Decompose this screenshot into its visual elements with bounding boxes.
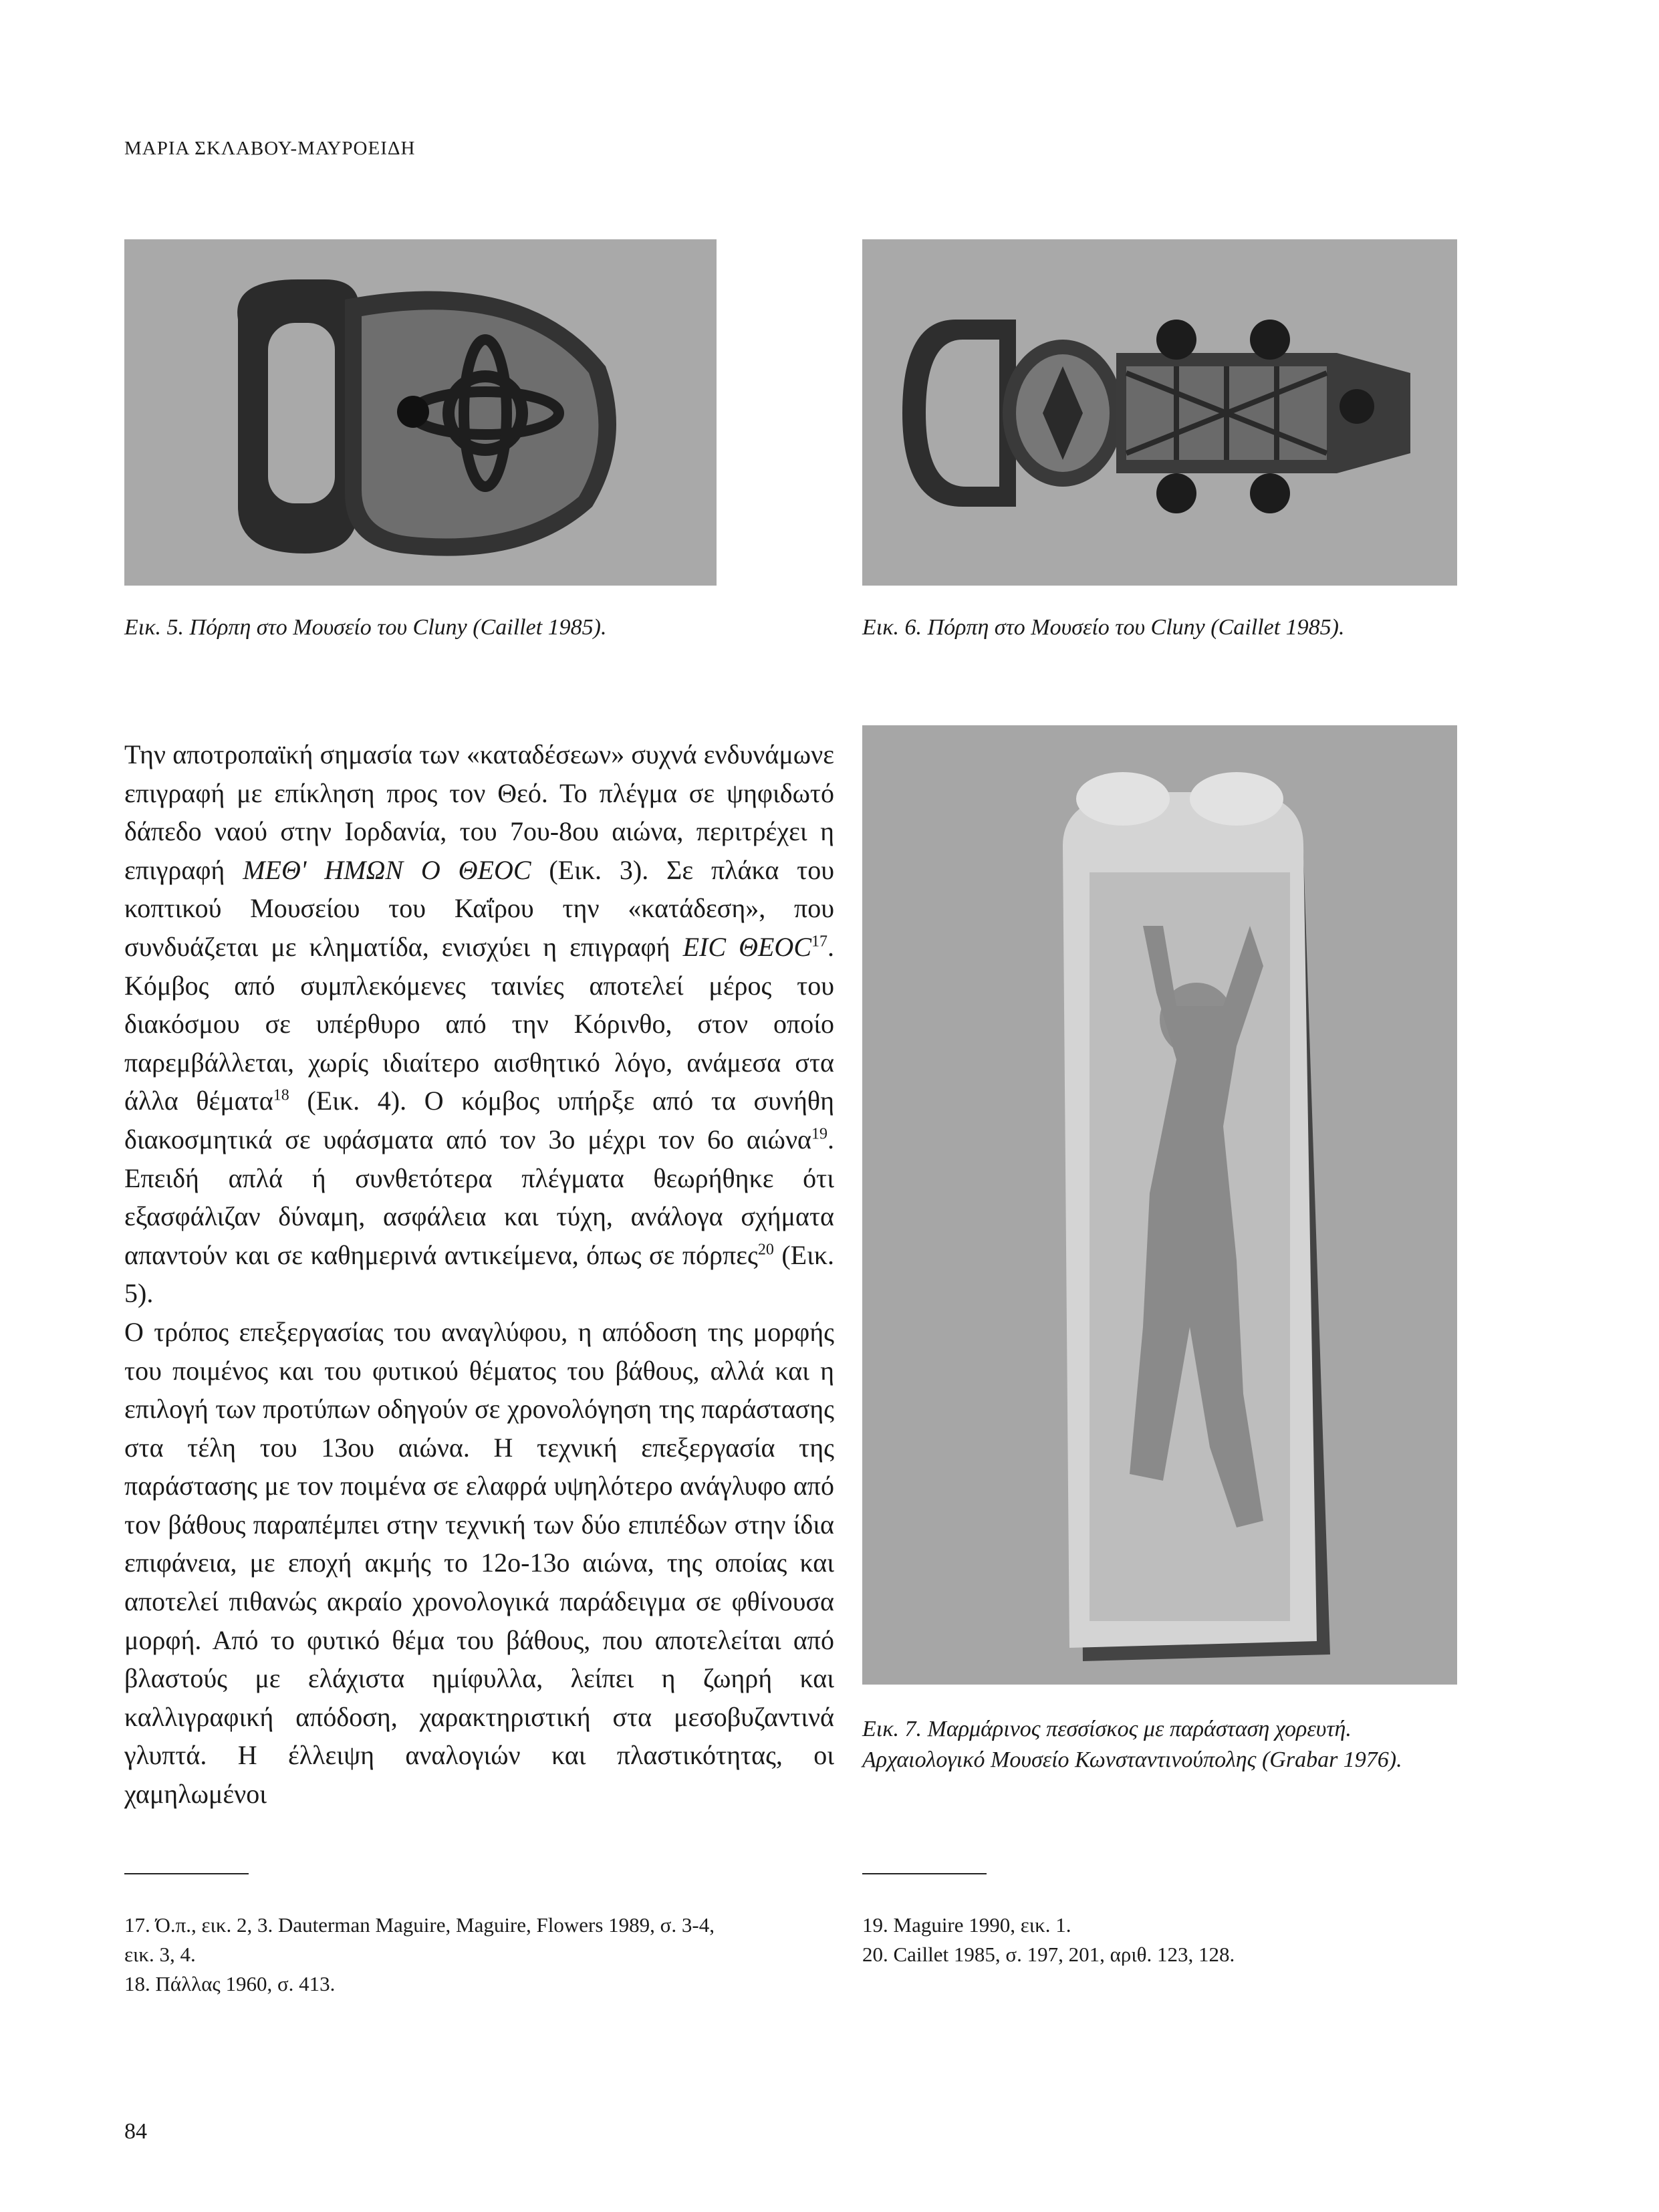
footnote-19: 19. Maguire 1990, εικ. 1.	[862, 1913, 1071, 1937]
figure-5-photo	[124, 239, 717, 586]
footnote-20: 20. Caillet 1985, σ. 197, 201, αριθ. 123, 128.	[862, 1943, 1235, 1966]
buckle-image	[124, 239, 717, 586]
footnote-ref-18[interactable]: 18	[273, 1087, 289, 1105]
paragraph-1: Την αποτροπαϊκή σημασία των «καταδέσεων» συχνά ενδυνάμωνε επιγραφή με επίκληση προς τον Θεό. Το πλέγμα σε ψηφιδωτό δάπεδο ναού στην Ιορδανία, του 7ου-8ου αιώνα, περιτρέχει η επιγραφή ΜΕΘ' ΗΜΩΝ Ο ΘΕΟC (Εικ. 3). Σε πλάκα του κοπτικού Μουσείου του Καΐρου την «κατάδεση», που συνδυάζεται με κληματίδα, ενισχύει η επιγραφή ΕΙC ΘΕΟC$^{17}$. Κόμβος από συμπλεκόμενες ταινίες αποτελεί μέρος του διακόσμου σε υπέρθυρο από την Κόρινθο, στον οποίο παρεμβάλλεται, χωρίς ιδιαίτερο αισθητικό λόγο, ανάμεσα στα άλλα θέματα$^{18}$ (Εικ. 4). Ο κόμβος υπήρξε από τα συνήθη διακοσμητικά σε υφάσματα από τον 3ο μέχρι τον 6ο αιώνα$^{19}$. Επειδή απλά ή συνθετότερα πλέγματα θεωρήθηκε ότι εξασφάλιζαν δύναμη, ασφάλεια και τύχη, ανάλογα σχήματα απαντούν και σε καθημερινά αντικείμενα, όπως σε πόρπες$^{20}$ (Εικ. 5).	[124, 739, 835, 1309]
figure-7-photo	[862, 725, 1457, 1685]
figure-7-caption-line-2: Αρχαιολογικό Μουσείο Κωνσταντινούπολης (Grabar 1976).	[862, 1747, 1402, 1772]
footnote-divider-left	[124, 1873, 249, 1874]
figure-5-caption: Εικ. 5. Πόρπη στο Μουσείο του Cluny (Caillet 1985).	[124, 615, 607, 640]
footnote-18: 18. Πάλλας 1960, σ. 413.	[124, 1972, 336, 1995]
footnote-17: 17. Ό.π., εικ. 2, 3. Dauterman Maguire, Maguire, Flowers 1989, σ. 3-4,	[124, 1913, 715, 1937]
footnotes-left	[124, 1911, 840, 1999]
page-number: 84	[124, 2119, 147, 2144]
footnote-ref-19[interactable]: 19	[811, 1125, 827, 1143]
body-text	[124, 735, 834, 1814]
inscription-eis-theos: ΕΙC ΘΕΟC	[682, 931, 811, 962]
marble-pillar-image	[862, 725, 1457, 1685]
ornate-buckle-image	[862, 239, 1457, 586]
figure-6-caption: Εικ. 6. Πόρπη στο Μουσείο του Cluny (Caillet 1985).	[862, 615, 1345, 640]
footnote-divider-right	[862, 1873, 987, 1874]
footnote-ref-17[interactable]: 17	[811, 933, 827, 951]
figure-7-caption-line-1: Εικ. 7. Μαρμάρινος πεσσίσκος με παράσταση χορευτή.	[862, 1717, 1352, 1741]
running-header: ΜΑΡΙΑ ΣΚΛΑΒΟΥ-ΜΑΥΡΟΕΙΔΗ	[124, 138, 416, 159]
figure-6-photo	[862, 239, 1457, 586]
inscription-meth-imon: ΜΕΘ' ΗΜΩΝ Ο ΘΕΟC	[243, 854, 531, 885]
paragraph-2: Ο τρόπος επεξεργασίας του αναγλύφου, η απόδοση της μορφής του ποιμένος και του φυτικού θέματος του βάθους, αλλά και η επιλογή των προτύπων οδηγούν σε χρονολόγηση της παράστασης στα τέλη του 13ου αιώνα. Η τεχνική επεξεργασία της παράστασης με τον ποιμένα σε ελαφρά υψηλότερο ανάγλυφο από τον βάθους παραπέμπει στην τεχνική των δύο επιπέδων στην ίδια επιφάνεια, με εποχή ακμής το 12ο-13ο αιώνα, της οποίας και αποτελεί πιθανώς ακραίο χρονολογικά παράδειγμα σε φθίνουσα μορφή. Από το φυτικό θέμα του βάθους, που αποτελείται από βλαστούς με ελάχιστα ημίφυλλα, λείπει η ζωηρή και καλλιγραφική απόδοση, χαρακτηριστική στα μεσοβυζαντινά γλυπτά. Η έλλειψη αναλογιών και πλαστικότητας, οι χαμηλωμένοι	[124, 1316, 834, 1810]
footnote-17-cont: εικ. 3, 4.	[124, 1943, 196, 1966]
footnote-ref-20[interactable]: 20	[757, 1241, 774, 1259]
footnotes-right	[862, 1911, 1457, 1969]
